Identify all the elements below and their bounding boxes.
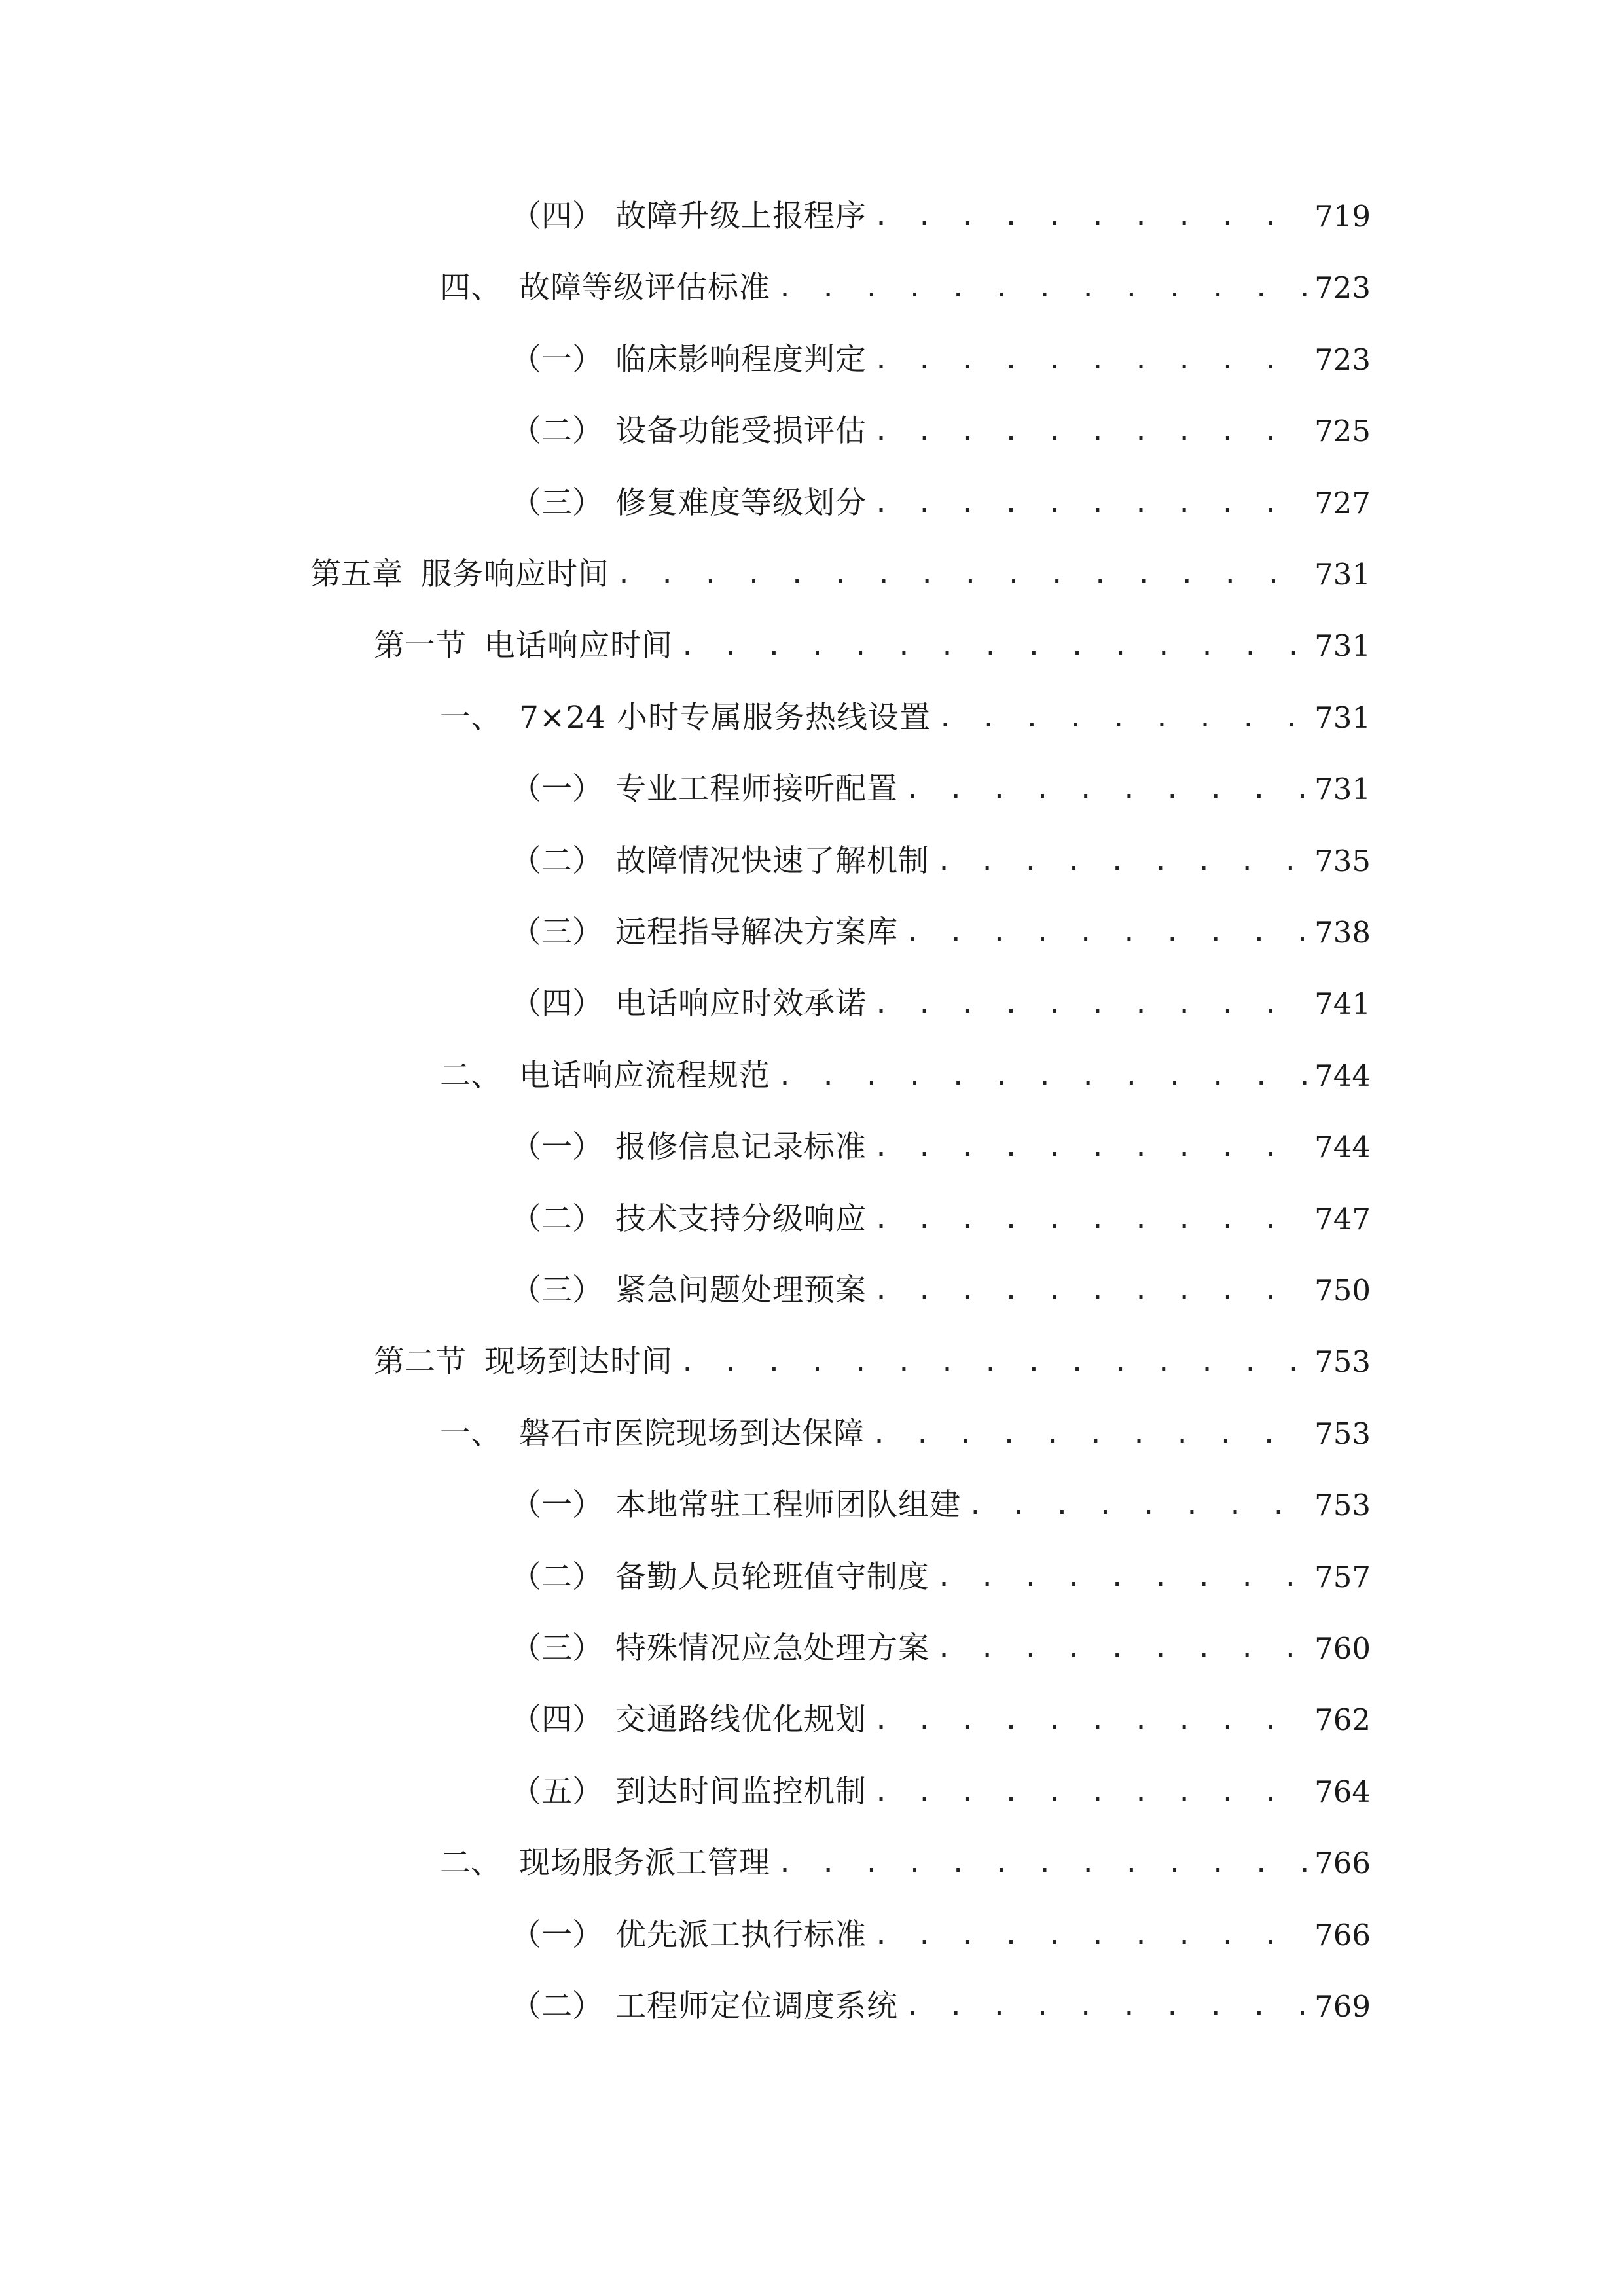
toc-page-number: 725 bbox=[1314, 414, 1371, 449]
toc-page-number: 764 bbox=[1314, 1774, 1371, 1809]
toc-entry[interactable] bbox=[511, 763, 1371, 816]
toc-entry-title: 远程指导解决方案库 bbox=[615, 914, 898, 950]
toc-entry-title: 7×24 小时专属服务热线设置 bbox=[519, 699, 931, 736]
toc-entry-number: （二） bbox=[511, 1988, 603, 2024]
toc-entry[interactable] bbox=[440, 692, 1371, 744]
toc-entry[interactable] bbox=[511, 477, 1371, 529]
toc-page-number: 723 bbox=[1314, 270, 1371, 306]
toc-entry-number: （四） bbox=[511, 1702, 603, 1738]
toc-dot-leader bbox=[777, 262, 1309, 314]
toc-entry-title: 到达时间监控机制 bbox=[615, 1773, 867, 1810]
toc-entry[interactable] bbox=[511, 190, 1371, 243]
toc-dot-leader bbox=[873, 1193, 1309, 1246]
toc-dot-leader bbox=[873, 1121, 1309, 1174]
toc-dot-leader bbox=[873, 1694, 1309, 1746]
toc-entry-title: 技术支持分级响应 bbox=[615, 1200, 867, 1237]
toc-dot-leader bbox=[777, 1050, 1309, 1102]
toc-page-number: 727 bbox=[1314, 485, 1371, 520]
toc-dot-leader bbox=[873, 477, 1309, 529]
toc-entry-title: 报修信息记录标准 bbox=[615, 1129, 867, 1166]
toc-page-number: 757 bbox=[1314, 1559, 1371, 1594]
toc-dot-leader bbox=[777, 1837, 1309, 1890]
toc-entry-number: 一、 bbox=[440, 699, 501, 736]
toc-entry[interactable] bbox=[440, 1408, 1371, 1460]
toc-entry[interactable] bbox=[511, 334, 1371, 386]
toc-entry-number: 第五章 bbox=[310, 556, 403, 592]
toc-entry-number: （二） bbox=[511, 413, 603, 450]
toc-page-number: 750 bbox=[1314, 1273, 1371, 1308]
toc-page-number: 731 bbox=[1314, 700, 1371, 735]
toc-entry[interactable] bbox=[511, 1694, 1371, 1746]
toc-entry-title: 特殊情况应急处理方案 bbox=[615, 1630, 929, 1666]
toc-page-number: 731 bbox=[1314, 772, 1371, 807]
toc-dot-leader bbox=[679, 620, 1309, 672]
toc-entry-number: （三） bbox=[511, 484, 603, 521]
toc-entry-title: 交通路线优化规划 bbox=[615, 1702, 867, 1738]
toc-entry[interactable] bbox=[511, 978, 1371, 1030]
toc-entry-title: 电话响应时效承诺 bbox=[615, 986, 867, 1022]
toc-page-number: 738 bbox=[1314, 915, 1371, 950]
toc-entry-title: 现场服务派工管理 bbox=[519, 1845, 770, 1882]
toc-entry-number: （一） bbox=[511, 1129, 603, 1166]
toc-dot-leader bbox=[873, 1766, 1309, 1818]
toc-page-number: 747 bbox=[1314, 1201, 1371, 1236]
toc-page-number: 731 bbox=[1314, 557, 1371, 592]
toc-entry[interactable] bbox=[511, 1981, 1371, 2033]
toc-entry-number: （一） bbox=[511, 1916, 603, 1953]
toc-page-number: 744 bbox=[1314, 1058, 1371, 1093]
toc-entry-number: （五） bbox=[511, 1773, 603, 1810]
toc-entry-title: 本地常驻工程师团队组建 bbox=[615, 1487, 961, 1524]
toc-page-number: 741 bbox=[1314, 986, 1371, 1022]
toc-dot-leader bbox=[873, 334, 1309, 386]
toc-entry-title: 紧急问题处理预案 bbox=[615, 1272, 867, 1308]
toc-entry[interactable] bbox=[374, 1336, 1371, 1388]
toc-entry-title: 专业工程师接听配置 bbox=[615, 771, 898, 808]
toc-page-number: 735 bbox=[1314, 843, 1371, 878]
toc-dot-leader bbox=[936, 835, 1309, 888]
toc-entry-title: 现场到达时间 bbox=[484, 1344, 673, 1380]
toc-page-number: 731 bbox=[1314, 628, 1371, 664]
toc-entry[interactable] bbox=[511, 835, 1371, 888]
toc-entry-number: 第二节 bbox=[374, 1344, 466, 1380]
toc-entry-number: （四） bbox=[511, 986, 603, 1022]
toc-dot-leader bbox=[873, 1265, 1309, 1317]
toc-page-number: 762 bbox=[1314, 1702, 1371, 1738]
toc-entry-number: （二） bbox=[511, 842, 603, 879]
toc-dot-leader bbox=[937, 692, 1309, 744]
toc-page-number: 753 bbox=[1314, 1344, 1371, 1380]
toc-dot-leader bbox=[905, 906, 1309, 959]
toc-entry[interactable] bbox=[310, 548, 1371, 601]
toc-dot-leader bbox=[873, 405, 1309, 457]
toc-page-number: 753 bbox=[1314, 1416, 1371, 1451]
toc-dot-leader bbox=[616, 548, 1309, 601]
toc-page-number: 753 bbox=[1314, 1488, 1371, 1523]
toc-page-number: 760 bbox=[1314, 1631, 1371, 1666]
toc-entry-title: 服务响应时间 bbox=[421, 556, 609, 592]
toc-entry-number: （一） bbox=[511, 1487, 603, 1524]
toc-dot-leader bbox=[967, 1479, 1309, 1532]
toc-entry-number: 第一节 bbox=[374, 628, 466, 664]
toc-dot-leader bbox=[873, 190, 1309, 243]
toc-dot-leader bbox=[905, 763, 1309, 816]
toc-entry[interactable] bbox=[511, 1909, 1371, 1962]
toc-entry[interactable] bbox=[511, 906, 1371, 959]
toc-entry-title: 故障升级上报程序 bbox=[615, 198, 867, 234]
toc-entry-title: 故障等级评估标准 bbox=[519, 270, 770, 306]
toc-entry-number: （二） bbox=[511, 1558, 603, 1595]
toc-entry-number: 四、 bbox=[440, 270, 501, 306]
toc-entry-number: 二、 bbox=[440, 1845, 501, 1882]
toc-entry-title: 优先派工执行标准 bbox=[615, 1916, 867, 1953]
toc-entry-number: （三） bbox=[511, 914, 603, 950]
toc-entry-number: （一） bbox=[511, 341, 603, 378]
toc-entry[interactable] bbox=[440, 1837, 1371, 1890]
toc-page-number: 723 bbox=[1314, 342, 1371, 377]
toc-entry-title: 设备功能受损评估 bbox=[615, 413, 867, 450]
toc-page-number: 766 bbox=[1314, 1917, 1371, 1952]
toc-entry[interactable] bbox=[511, 1766, 1371, 1818]
toc-dot-leader bbox=[871, 1408, 1309, 1460]
toc-dot-leader bbox=[679, 1336, 1309, 1388]
toc-entry-title: 磐石市医院现场到达保障 bbox=[519, 1415, 865, 1452]
toc-entry-title: 临床影响程度判定 bbox=[615, 341, 867, 378]
toc-entry[interactable] bbox=[374, 620, 1371, 672]
toc-dot-leader bbox=[905, 1981, 1309, 2033]
toc-entry-number: （二） bbox=[511, 1200, 603, 1237]
toc-entry[interactable] bbox=[440, 1050, 1371, 1102]
toc-entry-title: 故障情况快速了解机制 bbox=[615, 842, 929, 879]
toc-entry[interactable] bbox=[511, 1121, 1371, 1174]
toc-entry-number: （一） bbox=[511, 771, 603, 808]
toc-entry[interactable] bbox=[511, 1193, 1371, 1246]
toc-entry[interactable] bbox=[511, 1479, 1371, 1532]
toc-entry-title: 电话响应流程规范 bbox=[519, 1057, 770, 1094]
toc-entry[interactable] bbox=[511, 1623, 1371, 1675]
toc-page-number: 719 bbox=[1314, 199, 1371, 234]
toc-dot-leader bbox=[873, 1909, 1309, 1962]
toc-entry[interactable] bbox=[511, 1551, 1371, 1604]
toc-dot-leader bbox=[873, 978, 1309, 1030]
toc-page-number: 766 bbox=[1314, 1846, 1371, 1881]
toc-entry-number: （三） bbox=[511, 1272, 603, 1308]
toc-entry-title: 电话响应时间 bbox=[484, 628, 673, 664]
toc-dot-leader bbox=[936, 1623, 1309, 1675]
toc-dot-leader bbox=[936, 1551, 1309, 1604]
toc-page-number: 769 bbox=[1314, 1989, 1371, 2024]
toc-entry-title: 备勤人员轮班值守制度 bbox=[615, 1558, 929, 1595]
toc-entry-number: （三） bbox=[511, 1630, 603, 1666]
toc-entry[interactable] bbox=[440, 262, 1371, 314]
toc-entry-title: 工程师定位调度系统 bbox=[615, 1988, 898, 2024]
toc-page-number: 744 bbox=[1314, 1130, 1371, 1165]
toc-entry-number: 一、 bbox=[440, 1415, 501, 1452]
toc-entry-number: （四） bbox=[511, 198, 603, 234]
toc-entry[interactable] bbox=[511, 1265, 1371, 1317]
toc-entry-title: 修复难度等级划分 bbox=[615, 484, 867, 521]
toc-entry[interactable] bbox=[511, 405, 1371, 457]
toc-entry-number: 二、 bbox=[440, 1057, 501, 1094]
